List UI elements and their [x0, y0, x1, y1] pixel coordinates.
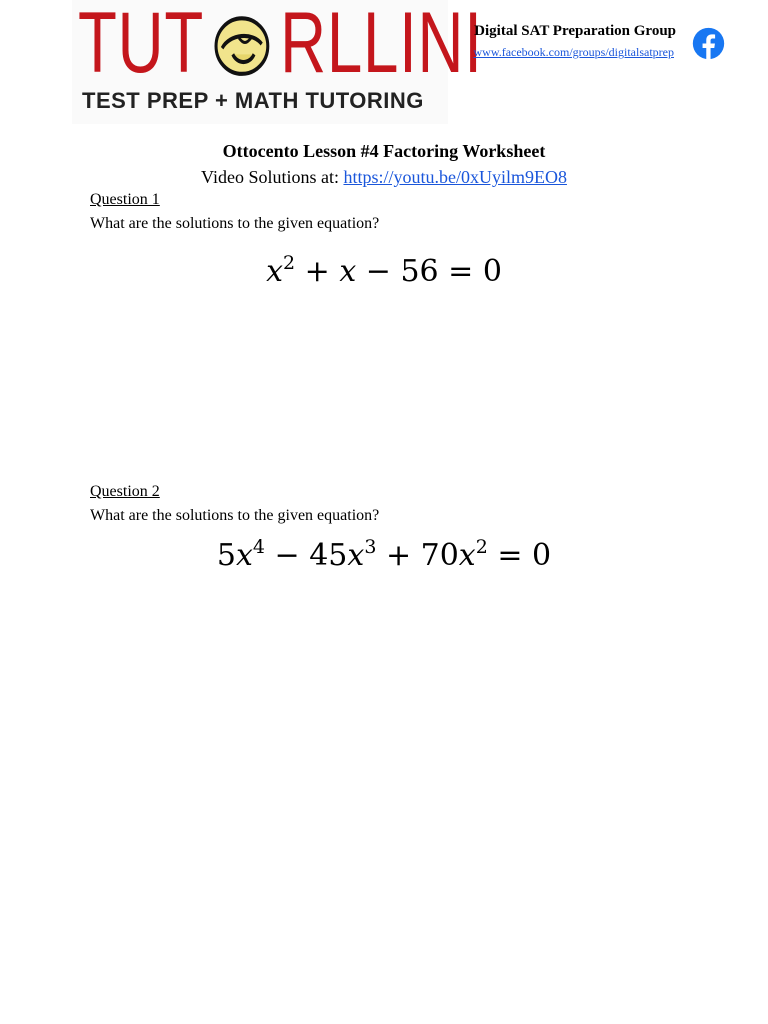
- worksheet-title: Ottocento Lesson #4 Factoring Worksheet: [222, 141, 546, 161]
- question-2-prompt: What are the solutions to the given equation?: [90, 507, 380, 524]
- facebook-icon[interactable]: [692, 27, 725, 60]
- tortellini-icon: [207, 7, 277, 79]
- video-prefix: Video Solutions at:: [201, 167, 339, 187]
- group-title: Digital SAT Preparation Group: [474, 23, 676, 39]
- question-1-label: Question 1: [90, 191, 160, 208]
- brand-logo: [72, 0, 483, 124]
- question-2-label: Question 2: [90, 483, 160, 500]
- question-1-equation: $x^2 + x - 56 = 0$: [266, 252, 502, 289]
- question-1-prompt: What are the solutions to the given equation?: [90, 215, 380, 232]
- group-link[interactable]: www.facebook.com/groups/digitalsatprep: [473, 45, 674, 59]
- video-solutions-line: [0, 167, 768, 188]
- logo-wordmark: TUT RLLINI: [78, 0, 483, 91]
- video-link[interactable]: https://youtu.be/0xUyilm9EO8: [343, 167, 567, 187]
- question-2-equation: $5x^4 - 45x^3 + 70x^2 = 0$: [216, 536, 552, 573]
- logo-tagline: TEST PREP + MATH TUTORING: [82, 88, 424, 113]
